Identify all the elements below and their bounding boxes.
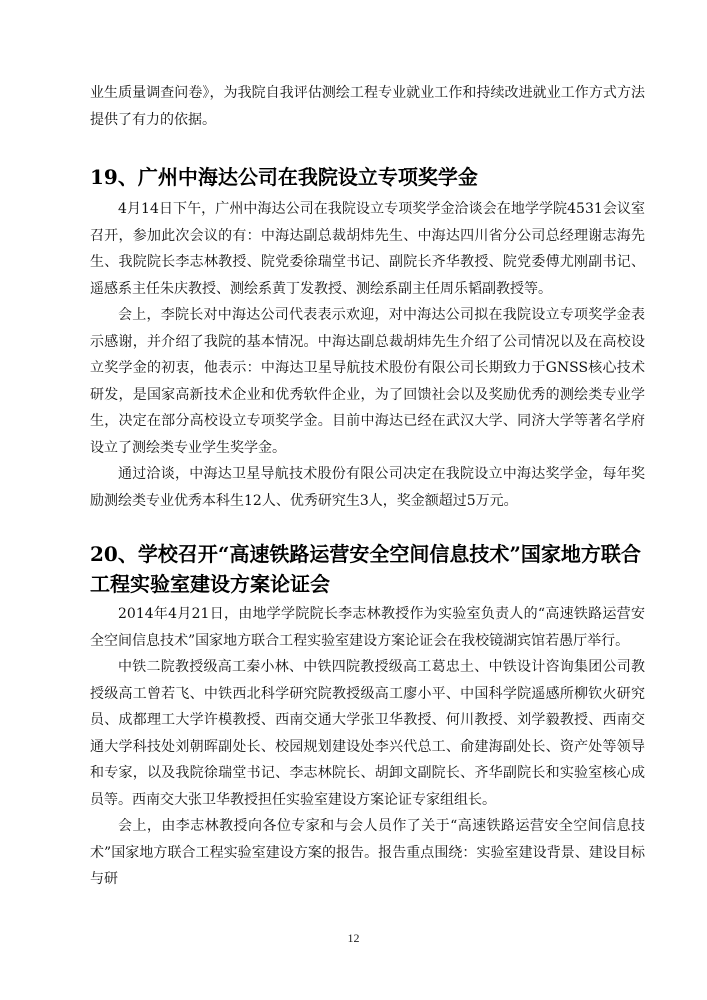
section-19-paragraph-2: 会上，李院长对中海达公司代表表示欢迎，对中海达公司拟在我院设立专项奖学金表示感谢，并介绍了我院的基本情况。中海达副总裁胡炜先生介绍了公司情况以及在高校设立奖学金的初衷，他表示：中海达卫星导航技术股份有限公司长期致力于GNSS核心技术研发，是国家高新技术企业和优秀软件企业，为了回馈社会以及奖励优秀的测绘类专业学生，决定在部分高校设立专项奖学金。目前中海达已经在武汉大学、同济大学等著名学府设立了测绘类专业学生奖学金。 [90, 307, 645, 456]
section-19-paragraph-3: 通过洽谈，中海达卫星导航技术股份有限公司决定在我院设立中海达奖学金，每年奖励测绘类专业优秀本科生12人、优秀研究生3人，奖金额超过5万元。 [90, 466, 645, 509]
intro-paragraph: 业生质量调查问卷》，为我院自我评估测绘工程专业就业工作和持续改进就业工作方式方法提供了有力的依据。 [90, 85, 645, 128]
section-19-paragraph-1: 4月14日下午，广州中海达公司在我院设立专项奖学金洽谈会在地学学院4531会议室召开，参加此次会议的有：中海达副总裁胡炜先生、中海达四川省分公司总经理谢志海先生、我院院长李志林教授、院党委徐瑞堂书记、副院长齐华教授、院党委傅尤刚副书记、遥感系主任朱庆教授、测绘系黄丁发教授、测绘系副主任周乐韬副教授等。 [90, 201, 645, 297]
document-page [90, 80, 645, 893]
section-20-heading: 20、学校召开“高速铁路运营安全空间信息技术”国家地方联合工程实验室建设方案论证会 [90, 542, 641, 596]
section-20-paragraph-3: 会上，由李志林教授向各位专家和与会人员作了关于“高速铁路运营安全空间信息技术”国家地方联合工程实验室建设方案的报告。报告重点围绕：实验室建设背景、建设目标与研 [90, 818, 645, 887]
section-20-paragraph-1: 2014年4月21日，由地学学院院长李志林教授作为实验室负责人的“高速铁路运营安全空间信息技术”国家地方联合工程实验室建设方案论证会在我校镜湖宾馆若愚厅举行。 [90, 606, 645, 649]
section-20-paragraph-2: 中铁二院教授级高工秦小林、中铁四院教授级高工葛忠土、中铁设计咨询集团公司教授级高工曾若飞、中铁西北科学研究院教授级高工廖小平、中国科学院遥感所柳钦火研究员、成都理工大学许模教授、西南交通大学张卫华教授、何川教授、刘学毅教授、西南交通大学科技处刘朝晖副处长、校园规划建设处李兴代总工、俞建海副处长、资产处等领导和专家，以及我院徐瑞堂书记、李志林院长、胡卸文副院长、齐华副院长和实验室核心成员等。西南交大张卫华教授担任实验室建设方案论证专家组组长。 [90, 659, 645, 808]
page-number: 12 [347, 931, 360, 945]
section-19-heading: 19、广州中海达公司在我院设立专项奖学金 [90, 165, 478, 189]
